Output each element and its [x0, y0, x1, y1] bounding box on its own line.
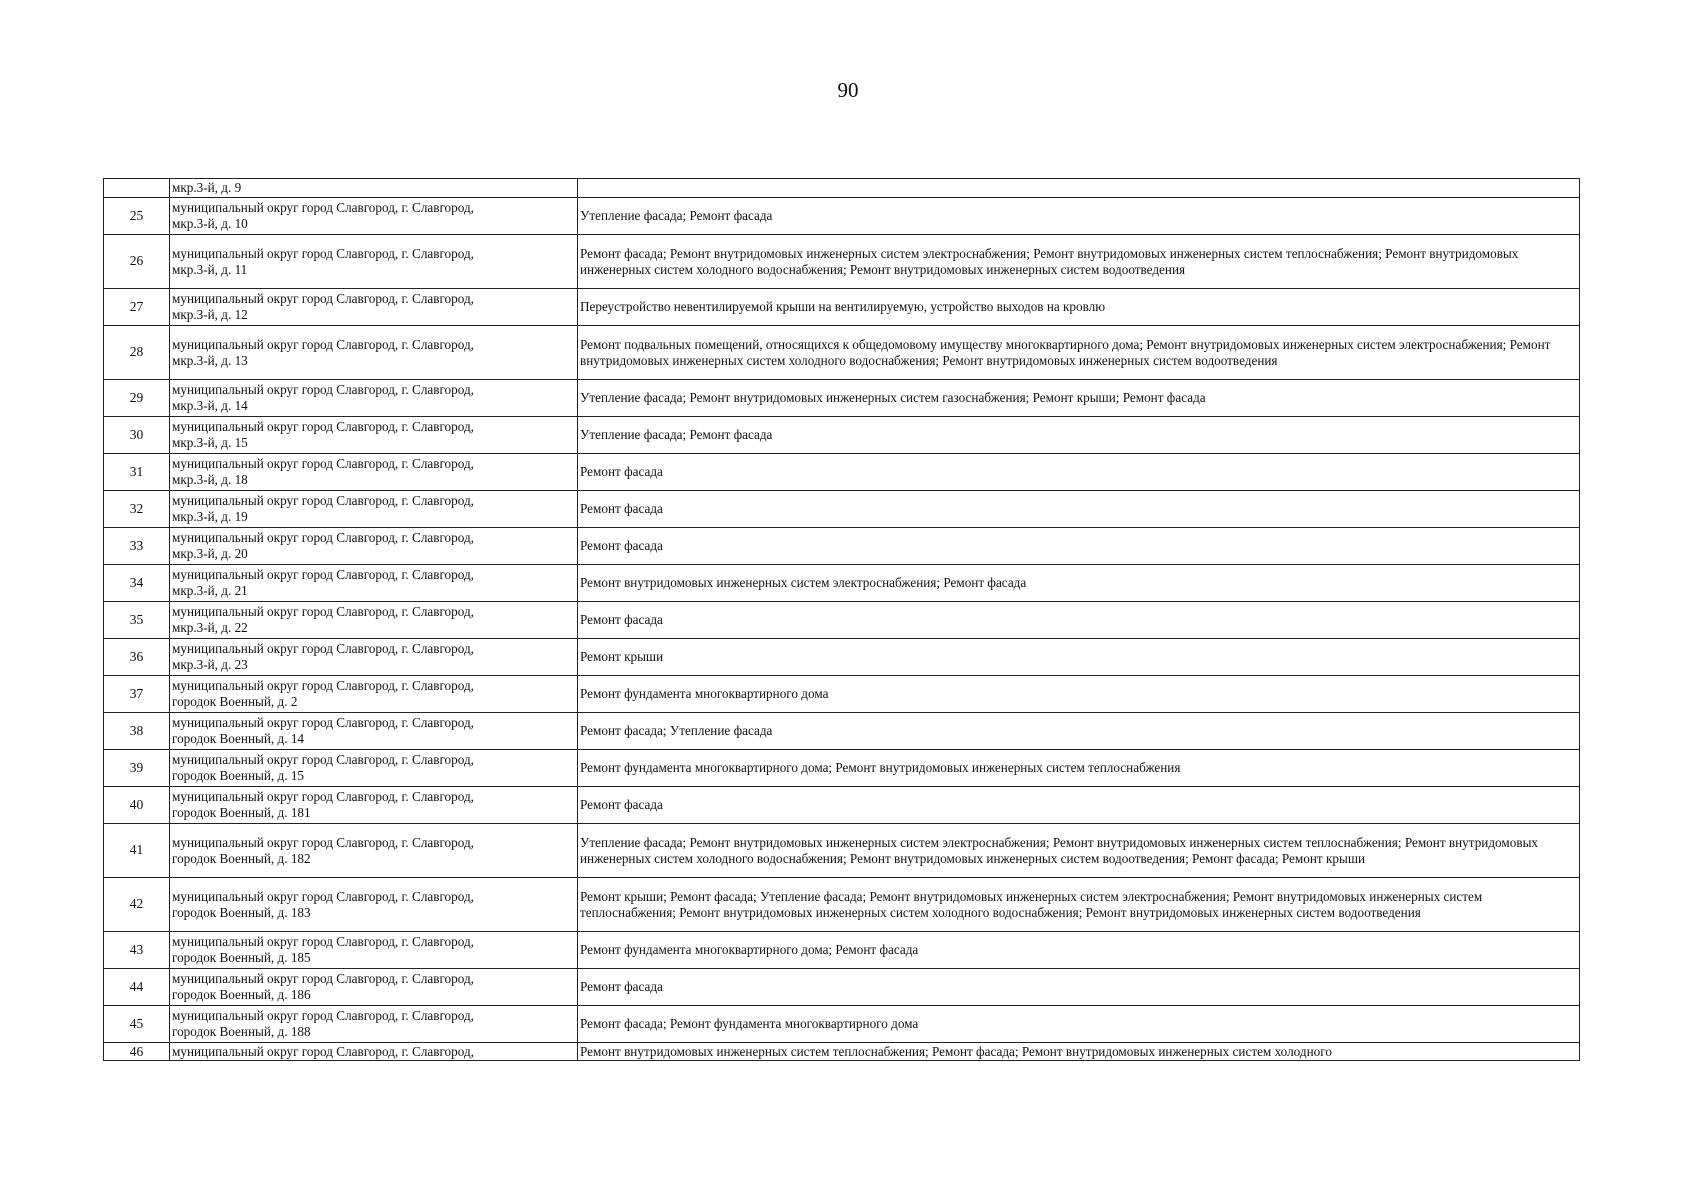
address-line-1: муниципальный округ город Славгород, г. Славгород,: [172, 789, 474, 804]
table-row: [104, 417, 1580, 454]
address-cell: [170, 179, 578, 198]
work-types-text: Ремонт фасада: [580, 797, 663, 813]
table-row: [104, 326, 1580, 380]
address-line-2: мкр.3-й, д. 19: [172, 509, 248, 525]
work-types-text: Утепление фасада; Ремонт фасада: [580, 427, 773, 443]
work-types-cell: [578, 1043, 1580, 1061]
row-number: 39: [104, 750, 170, 787]
work-types-cell: [578, 750, 1580, 787]
address-line-2: городок Военный, д. 181: [172, 805, 311, 821]
table-row: [104, 602, 1580, 639]
address-cell: [170, 824, 578, 878]
work-types-cell: [578, 454, 1580, 491]
table-row: [104, 380, 1580, 417]
row-number: 34: [104, 565, 170, 602]
table-row: [104, 235, 1580, 289]
table-row: [104, 1006, 1580, 1043]
address-line-2: городок Военный, д. 183: [172, 904, 311, 920]
address-cell: [170, 326, 578, 380]
address-line-1: муниципальный округ город Славгород, г. Славгород,: [172, 291, 474, 306]
address-cell: [170, 528, 578, 565]
table-row: [104, 454, 1580, 491]
table-row: [104, 713, 1580, 750]
work-types-cell: [578, 235, 1580, 289]
address-cell: [170, 713, 578, 750]
work-types-text: Утепление фасада; Ремонт внутридомовых инженерных систем газоснабжения; Ремонт крыши; Ремонт фасада: [580, 390, 1206, 406]
work-types-cell: [578, 380, 1580, 417]
address-line-2: городок Военный, д. 15: [172, 768, 305, 784]
work-types-cell: [578, 326, 1580, 380]
work-types-text: Ремонт внутридомовых инженерных систем теплоснабжения; Ремонт фасада; Ремонт внутридомовых инженерных систем холодного: [580, 1043, 1332, 1059]
table-row: [104, 1043, 1580, 1061]
row-number: 35: [104, 602, 170, 639]
work-types-text: Переустройство невентилируемой крыши на вентилируемую, устройство выходов на кровлю: [580, 299, 1106, 315]
work-types-text: Ремонт фасада; Ремонт фундамента многоквартирного дома: [580, 1016, 919, 1032]
work-types-cell: [578, 824, 1580, 878]
address-line-1: муниципальный округ город Славгород, г. Славгород,: [172, 200, 474, 215]
work-types-cell: [578, 676, 1580, 713]
work-types-cell: [578, 932, 1580, 969]
row-number: 37: [104, 676, 170, 713]
address-cell: [170, 454, 578, 491]
address-line-2: мкр.3-й, д. 22: [172, 620, 248, 636]
work-types-text: Ремонт фасада: [580, 979, 663, 995]
address-line-1: муниципальный округ город Славгород, г. Славгород,: [172, 604, 474, 619]
address-line-1: муниципальный округ город Славгород, г. Славгород,: [172, 419, 474, 434]
row-number: 27: [104, 289, 170, 326]
work-types-text: Ремонт фундамента многоквартирного дома: [580, 686, 829, 702]
work-types-text: Ремонт крыши; Ремонт фасада; Утепление фасада; Ремонт внутридомовых инженерных систем электроснабжения; Ремонт внутридомовых инженерных систем теплоснабжения; Ремонт внутридомовых инженерных систем холодного водоснабжения; Ремонт внутридомовых инженерных систем водоотведения: [580, 888, 1483, 920]
address-line-1: муниципальный округ город Славгород, г. Славгород,: [172, 971, 474, 986]
address-line-2: городок Военный, д. 188: [172, 1024, 311, 1040]
work-types-text: Утепление фасада; Ремонт внутридомовых инженерных систем электроснабжения; Ремонт внутридомовых инженерных систем теплоснабжения; Ремонт внутридомовых инженерных систем холодного водоснабжения; Ремонт внутридомовых инженерных систем водоотведения; Ремонт фасада; Ремонт крыши: [580, 834, 1539, 866]
address-cell: [170, 932, 578, 969]
table-row: [104, 289, 1580, 326]
address-line-1: муниципальный округ город Славгород, г. Славгород,: [172, 934, 474, 949]
work-types-cell: [578, 491, 1580, 528]
row-number: 36: [104, 639, 170, 676]
work-types-text: Ремонт крыши: [580, 649, 664, 665]
table-row: [104, 787, 1580, 824]
table-row: [104, 639, 1580, 676]
address-line-1: муниципальный округ город Славгород, г. Славгород,: [172, 888, 474, 904]
address-line-1: муниципальный округ город Славгород, г. Славгород,: [172, 245, 474, 261]
work-types-text: Ремонт фундамента многоквартирного дома; Ремонт внутридомовых инженерных систем теплоснабжения: [580, 760, 1181, 776]
address-line-1: муниципальный округ город Славгород, г. Славгород,: [172, 641, 474, 656]
address-line-1: муниципальный округ город Славгород, г. Славгород,: [172, 1008, 474, 1023]
row-number: 41: [104, 824, 170, 878]
address-line-2: мкр.3-й, д. 10: [172, 216, 248, 232]
address-line-1: муниципальный округ город Славгород, г. Славгород,: [172, 834, 474, 850]
address-line-2: мкр.3-й, д. 20: [172, 546, 248, 562]
work-types-cell: [578, 787, 1580, 824]
work-types-text: Ремонт фасада: [580, 538, 663, 554]
address-line-2: мкр.3-й, д. 14: [172, 398, 248, 414]
address-line-1: муниципальный округ город Славгород, г. Славгород,: [172, 678, 474, 693]
page-number: 90: [837, 78, 859, 102]
address-line-2: мкр.3-й, д. 12: [172, 307, 248, 323]
address-line-2: мкр.3-й, д. 21: [172, 583, 248, 599]
address-cell: [170, 198, 578, 235]
address-line-2: городок Военный, д. 186: [172, 987, 311, 1003]
row-number: 32: [104, 491, 170, 528]
work-types-text: Ремонт фундамента многоквартирного дома; Ремонт фасада: [580, 942, 919, 958]
address-line-2: городок Военный, д. 185: [172, 950, 311, 966]
row-number: 30: [104, 417, 170, 454]
row-number: 33: [104, 528, 170, 565]
row-number: 26: [104, 235, 170, 289]
address-cell: [170, 787, 578, 824]
address-cell: [170, 491, 578, 528]
address-line-2: городок Военный, д. 182: [172, 850, 311, 866]
work-types-text: Ремонт фасада: [580, 612, 663, 628]
address-line-1: муниципальный округ город Славгород, г. Славгород,: [172, 336, 474, 352]
address-line-1: муниципальный округ город Славгород, г. Славгород,: [172, 752, 474, 767]
address-line-1: муниципальный округ город Славгород, г. Славгород,: [172, 567, 474, 582]
address-cell: [170, 878, 578, 932]
table-row: [104, 878, 1580, 932]
row-number: [104, 179, 170, 198]
work-types-text: Ремонт фасада; Ремонт внутридомовых инженерных систем электроснабжения; Ремонт внутридомовых инженерных систем теплоснабжения; Ремонт внутридомовых инженерных систем холодного водоснабжения; Ремонт внутридомовых инженерных систем водоотведения: [580, 245, 1519, 277]
work-types-cell: [578, 713, 1580, 750]
work-types-cell: [578, 602, 1580, 639]
work-types-cell: [578, 198, 1580, 235]
address-line-1: муниципальный округ город Славгород, г. Славгород,: [172, 382, 474, 397]
row-number: 43: [104, 932, 170, 969]
table-row: [104, 932, 1580, 969]
work-types-text: Утепление фасада; Ремонт фасада: [580, 208, 773, 224]
address-line-1: мкр.3-й, д. 9: [172, 180, 242, 195]
address-line-2: мкр.3-й, д. 11: [172, 261, 248, 277]
work-types-cell: [578, 565, 1580, 602]
table-row: [104, 750, 1580, 787]
row-number: 38: [104, 713, 170, 750]
repair-register-table: [103, 178, 1580, 1061]
table-row: [104, 528, 1580, 565]
address-cell: [170, 289, 578, 326]
table-row: [104, 969, 1580, 1006]
work-types-cell: [578, 417, 1580, 454]
address-line-2: мкр.3-й, д. 23: [172, 657, 248, 673]
address-line-1: муниципальный округ город Славгород, г. Славгород,: [172, 1043, 474, 1059]
work-types-text: Ремонт фасада: [580, 464, 663, 480]
address-cell: [170, 639, 578, 676]
row-number: 31: [104, 454, 170, 491]
row-number: 46: [104, 1043, 170, 1061]
table-row: [104, 179, 1580, 198]
work-types-cell: [578, 1006, 1580, 1043]
address-line-1: муниципальный округ город Славгород, г. Славгород,: [172, 530, 474, 545]
work-types-cell: [578, 289, 1580, 326]
table-row: [104, 565, 1580, 602]
work-types-text: Ремонт фасада: [580, 501, 663, 517]
address-line-2: городок Военный, д. 14: [172, 731, 305, 747]
work-types-cell: [578, 969, 1580, 1006]
work-types-text: Ремонт внутридомовых инженерных систем электроснабжения; Ремонт фасада: [580, 575, 1027, 591]
table-row: [104, 491, 1580, 528]
address-line-2: городок Военный, д. 2: [172, 694, 298, 710]
address-cell: [170, 417, 578, 454]
table-body: [104, 179, 1580, 1061]
address-cell: [170, 602, 578, 639]
address-cell: [170, 676, 578, 713]
row-number: 45: [104, 1006, 170, 1043]
work-types-text: Ремонт подвальных помещений, относящихся к общедомовому имуществу многоквартирного дома; Ремонт внутридомовых инженерных систем электроснабжения; Ремонт внутридомовых инженерных систем холодного водоснабжения; Ремонт внутридомовых инженерных систем водоотведения: [580, 336, 1551, 368]
row-number: 25: [104, 198, 170, 235]
work-types-cell: [578, 528, 1580, 565]
address-cell: [170, 1043, 578, 1061]
address-line-1: муниципальный округ город Славгород, г. Славгород,: [172, 715, 474, 730]
address-line-2: мкр.3-й, д. 18: [172, 472, 248, 488]
row-number: 40: [104, 787, 170, 824]
row-number: 29: [104, 380, 170, 417]
table-row: [104, 824, 1580, 878]
work-types-cell: [578, 878, 1580, 932]
row-number: 44: [104, 969, 170, 1006]
address-cell: [170, 1006, 578, 1043]
address-cell: [170, 969, 578, 1006]
table-row: [104, 198, 1580, 235]
work-types-text: Ремонт фасада; Утепление фасада: [580, 723, 773, 739]
address-line-1: муниципальный округ город Славгород, г. Славгород,: [172, 456, 474, 471]
table-row: [104, 676, 1580, 713]
work-types-cell: [578, 639, 1580, 676]
address-line-2: мкр.3-й, д. 13: [172, 352, 248, 368]
row-number: 28: [104, 326, 170, 380]
work-types-cell: [578, 179, 1580, 198]
address-line-1: муниципальный округ город Славгород, г. Славгород,: [172, 493, 474, 508]
address-cell: [170, 235, 578, 289]
address-cell: [170, 750, 578, 787]
address-cell: [170, 380, 578, 417]
row-number: 42: [104, 878, 170, 932]
address-cell: [170, 565, 578, 602]
address-line-2: мкр.3-й, д. 15: [172, 435, 248, 451]
